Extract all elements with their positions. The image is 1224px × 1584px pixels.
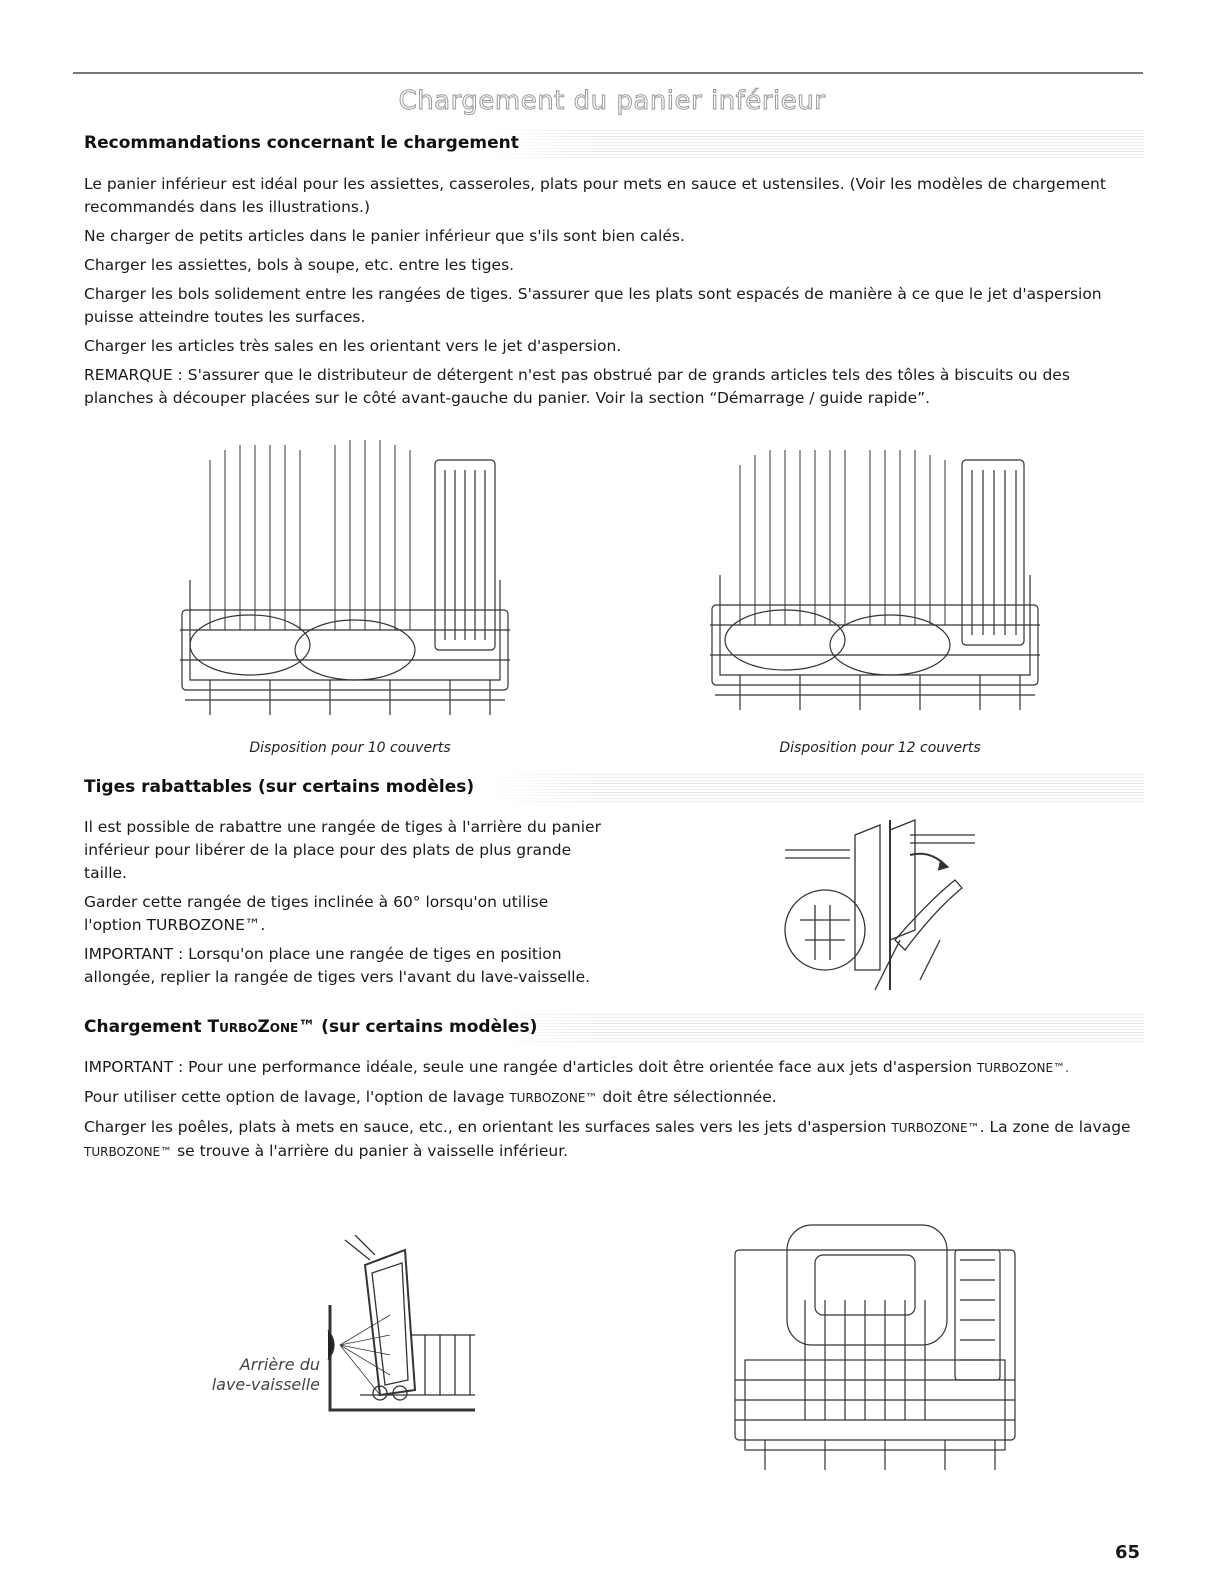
section-heading-fold-down-tines <box>84 772 1144 802</box>
fold-down-tines-text <box>84 816 604 995</box>
section-heading-text: Recommandations concernant le chargement <box>84 133 519 153</box>
page-number: 65 <box>1114 1542 1140 1563</box>
paragraph: Charger les poêles, plats à mets en sauce, etc., en orientant les surfaces sales vers les jets d'aspersion TURBOZONE™. La zone de lavage TURBOZONE™ se trouve à l'arrière du panier à vaisselle inférieur. <box>84 1118 1131 1160</box>
section-heading-loading <box>84 128 1144 158</box>
caption-12-settings: Disposition pour 12 couverts <box>779 740 981 756</box>
paragraph: Ne charger de petits articles dans le panier inférieur que s'ils sont bien calés. <box>84 227 685 245</box>
turbozone-rack-illustration <box>725 1220 1025 1480</box>
rack-10-settings-illustration <box>170 430 530 730</box>
paragraph: Pour utiliser cette option de lavage, l'option de lavage TURBOZONE™ doit être sélectionnée. <box>84 1088 777 1106</box>
top-rule <box>73 72 1143 74</box>
paragraph: Garder cette rangée de tiges inclinée à 60° lorsqu'on utilise l'option TURBOZONE™. <box>84 893 549 934</box>
turbozone-text <box>84 1056 1144 1170</box>
fold-down-tines-illustration <box>780 810 980 1000</box>
paragraph: Charger les articles très sales en les orientant vers le jet d'aspersion. <box>84 337 622 355</box>
caption-10-settings: Disposition pour 10 couverts <box>249 740 451 756</box>
section-heading-text: Tiges rabattables (sur certains modèles) <box>84 777 475 797</box>
rack-12-settings-illustration <box>700 425 1060 725</box>
paragraph: IMPORTANT : Lorsqu'on place une rangée de tiges en position allongée, replier la rangée de tiges vers l'avant du lave-vaisselle. <box>84 945 591 986</box>
loading-recommendations-text <box>84 173 1144 416</box>
paragraph: Le panier inférieur est idéal pour les assiettes, casseroles, plats pour mets en sauce et ustensiles. (Voir les modèles de chargement recommandés dans les illustrations.) <box>84 175 1106 216</box>
section-heading-turbozone <box>84 1012 1144 1042</box>
section-heading-text: Chargement TURBOZONE™ (sur certains modèles) <box>84 1017 538 1037</box>
back-of-dishwasher-label: Arrière du lave-vaisselle <box>211 1355 320 1394</box>
page-title: Chargement du panier inférieur <box>398 86 826 116</box>
paragraph: Il est possible de rabattre une rangée de tiges à l'arrière du panier inférieur pour libérer de la place pour des plats de plus grande taille. <box>84 818 601 882</box>
turbozone-side-view-illustration <box>320 1235 480 1415</box>
paragraph: IMPORTANT : Pour une performance idéale, seule une rangée d'articles doit être orientée face aux jets d'aspersion TURBOZONE™. <box>84 1058 1069 1076</box>
paragraph: Charger les assiettes, bols à soupe, etc. entre les tiges. <box>84 256 515 274</box>
paragraph: Charger les bols solidement entre les rangées de tiges. S'assurer que les plats sont espacés de manière à ce que le jet d'aspersion puisse atteindre toutes les surfaces. <box>84 285 1102 326</box>
paragraph: REMARQUE : S'assurer que le distributeur de détergent n'est pas obstrué par de grands articles tels des tôles à biscuits ou des planches à découper placées sur le côté avant-gauche du panier. Voir la section “Démarrage / guide rapide”. <box>84 366 1070 407</box>
